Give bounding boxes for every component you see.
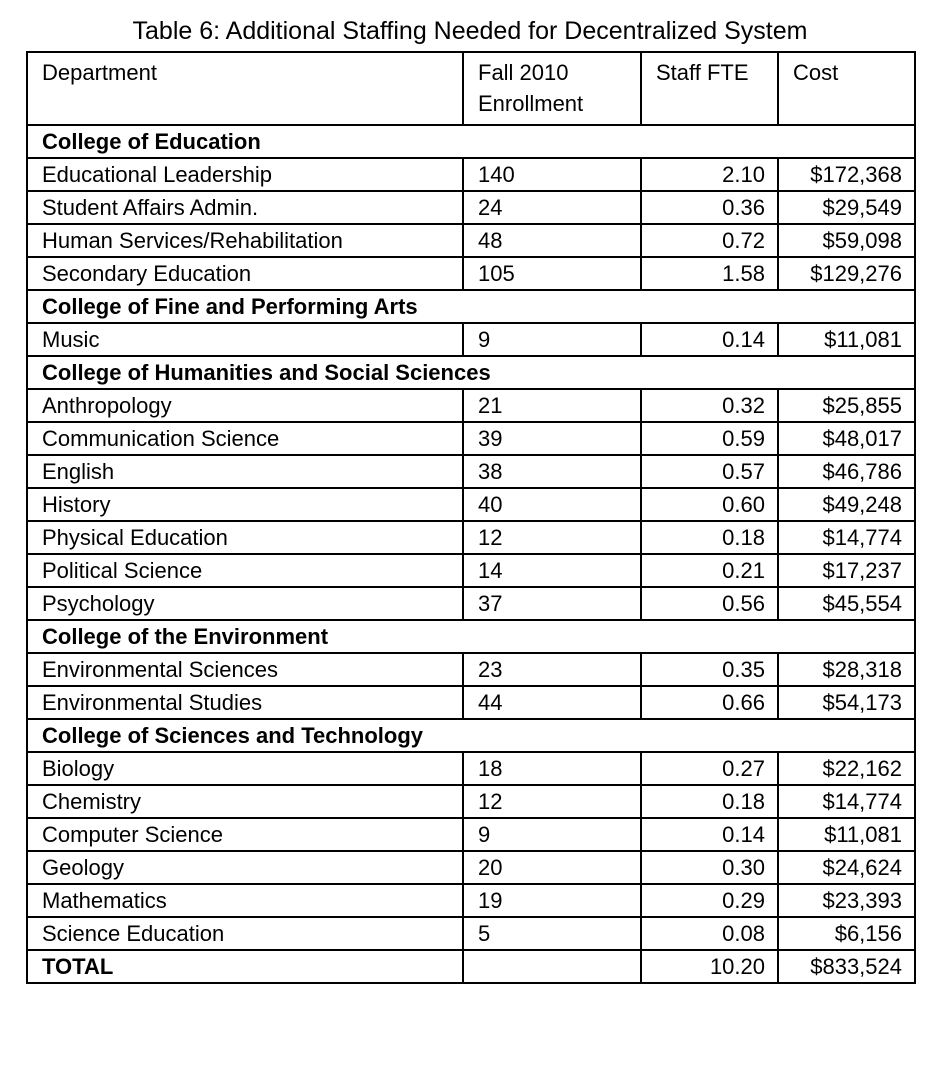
header-department: Department bbox=[27, 52, 463, 125]
department-cell: Mathematics bbox=[27, 884, 463, 917]
table-row bbox=[27, 488, 915, 521]
section-heading: College of Sciences and Technology bbox=[27, 719, 915, 752]
table-row bbox=[27, 422, 915, 455]
fte-cell: 0.14 bbox=[641, 323, 778, 356]
enrollment-cell: 38 bbox=[463, 455, 641, 488]
department-cell: Human Services/Rehabilitation bbox=[27, 224, 463, 257]
table-row bbox=[27, 686, 915, 719]
header-cost: Cost bbox=[778, 52, 915, 125]
section-heading: College of Fine and Performing Arts bbox=[27, 290, 915, 323]
table-row bbox=[27, 521, 915, 554]
total-label: TOTAL bbox=[27, 950, 463, 983]
fte-cell: 0.30 bbox=[641, 851, 778, 884]
department-cell: History bbox=[27, 488, 463, 521]
total-fte: 10.20 bbox=[641, 950, 778, 983]
header-fte: Staff FTE bbox=[641, 52, 778, 125]
fte-cell: 0.27 bbox=[641, 752, 778, 785]
table-row bbox=[27, 752, 915, 785]
cost-cell: $172,368 bbox=[778, 158, 915, 191]
table-caption: Table 6: Additional Staffing Needed for Decentralized System bbox=[132, 17, 808, 45]
enrollment-cell: 14 bbox=[463, 554, 641, 587]
table-row bbox=[27, 158, 915, 191]
section-heading: College of the Environment bbox=[27, 620, 915, 653]
department-cell: Anthropology bbox=[27, 389, 463, 422]
table-row bbox=[27, 257, 915, 290]
enrollment-cell: 20 bbox=[463, 851, 641, 884]
table-row bbox=[27, 884, 915, 917]
cost-cell: $14,774 bbox=[778, 785, 915, 818]
header-enrollment bbox=[463, 52, 641, 125]
section-row bbox=[27, 290, 915, 323]
table-row bbox=[27, 851, 915, 884]
cost-cell: $49,248 bbox=[778, 488, 915, 521]
enrollment-cell: 23 bbox=[463, 653, 641, 686]
department-cell: Chemistry bbox=[27, 785, 463, 818]
fte-cell: 0.59 bbox=[641, 422, 778, 455]
department-cell: Music bbox=[27, 323, 463, 356]
fte-cell: 0.66 bbox=[641, 686, 778, 719]
fte-cell: 0.14 bbox=[641, 818, 778, 851]
fte-cell: 0.18 bbox=[641, 785, 778, 818]
section-heading: College of Humanities and Social Sciences bbox=[27, 356, 915, 389]
cost-cell: $17,237 bbox=[778, 554, 915, 587]
fte-cell: 0.29 bbox=[641, 884, 778, 917]
staffing-table bbox=[26, 51, 916, 984]
cost-cell: $11,081 bbox=[778, 323, 915, 356]
enrollment-cell: 39 bbox=[463, 422, 641, 455]
fte-cell: 0.57 bbox=[641, 455, 778, 488]
table-row bbox=[27, 785, 915, 818]
cost-cell: $59,098 bbox=[778, 224, 915, 257]
table-row bbox=[27, 554, 915, 587]
fte-cell: 0.32 bbox=[641, 389, 778, 422]
department-cell: English bbox=[27, 455, 463, 488]
table-row bbox=[27, 224, 915, 257]
table-row bbox=[27, 818, 915, 851]
enrollment-cell: 12 bbox=[463, 521, 641, 554]
cost-cell: $6,156 bbox=[778, 917, 915, 950]
cost-cell: $14,774 bbox=[778, 521, 915, 554]
fte-cell: 0.60 bbox=[641, 488, 778, 521]
total-cost: $833,524 bbox=[778, 950, 915, 983]
header-enrollment-line2: Enrollment bbox=[478, 91, 584, 116]
table-row bbox=[27, 587, 915, 620]
enrollment-cell: 21 bbox=[463, 389, 641, 422]
department-cell: Educational Leadership bbox=[27, 158, 463, 191]
table-row bbox=[27, 653, 915, 686]
enrollment-cell: 9 bbox=[463, 818, 641, 851]
section-row bbox=[27, 719, 915, 752]
department-cell: Communication Science bbox=[27, 422, 463, 455]
fte-cell: 0.18 bbox=[641, 521, 778, 554]
fte-cell: 0.56 bbox=[641, 587, 778, 620]
department-cell: Student Affairs Admin. bbox=[27, 191, 463, 224]
table-row bbox=[27, 191, 915, 224]
table-row bbox=[27, 323, 915, 356]
department-cell: Environmental Sciences bbox=[27, 653, 463, 686]
enrollment-cell: 44 bbox=[463, 686, 641, 719]
department-cell: Biology bbox=[27, 752, 463, 785]
section-row bbox=[27, 125, 915, 158]
cost-cell: $23,393 bbox=[778, 884, 915, 917]
table-row bbox=[27, 389, 915, 422]
fte-cell: 0.35 bbox=[641, 653, 778, 686]
enrollment-cell: 140 bbox=[463, 158, 641, 191]
cost-cell: $45,554 bbox=[778, 587, 915, 620]
department-cell: Science Education bbox=[27, 917, 463, 950]
cost-cell: $28,318 bbox=[778, 653, 915, 686]
fte-cell: 0.21 bbox=[641, 554, 778, 587]
department-cell: Secondary Education bbox=[27, 257, 463, 290]
cost-cell: $54,173 bbox=[778, 686, 915, 719]
cost-cell: $29,549 bbox=[778, 191, 915, 224]
cost-cell: $46,786 bbox=[778, 455, 915, 488]
cost-cell: $24,624 bbox=[778, 851, 915, 884]
table-body bbox=[27, 52, 915, 983]
enrollment-cell: 12 bbox=[463, 785, 641, 818]
section-row bbox=[27, 356, 915, 389]
table-row bbox=[27, 917, 915, 950]
enrollment-cell: 24 bbox=[463, 191, 641, 224]
cost-cell: $25,855 bbox=[778, 389, 915, 422]
fte-cell: 0.36 bbox=[641, 191, 778, 224]
fte-cell: 2.10 bbox=[641, 158, 778, 191]
table-row bbox=[27, 455, 915, 488]
cost-cell: $129,276 bbox=[778, 257, 915, 290]
cost-cell: $22,162 bbox=[778, 752, 915, 785]
enrollment-cell: 9 bbox=[463, 323, 641, 356]
cost-cell: $11,081 bbox=[778, 818, 915, 851]
enrollment-cell: 19 bbox=[463, 884, 641, 917]
department-cell: Computer Science bbox=[27, 818, 463, 851]
department-cell: Physical Education bbox=[27, 521, 463, 554]
cost-cell: $48,017 bbox=[778, 422, 915, 455]
department-cell: Political Science bbox=[27, 554, 463, 587]
header-row bbox=[27, 52, 915, 125]
department-cell: Environmental Studies bbox=[27, 686, 463, 719]
enrollment-cell: 48 bbox=[463, 224, 641, 257]
section-row bbox=[27, 620, 915, 653]
fte-cell: 0.72 bbox=[641, 224, 778, 257]
enrollment-cell: 105 bbox=[463, 257, 641, 290]
department-cell: Geology bbox=[27, 851, 463, 884]
total-row bbox=[27, 950, 915, 983]
header-enrollment-line1: Fall 2010 bbox=[478, 60, 569, 85]
section-heading: College of Education bbox=[27, 125, 915, 158]
enrollment-cell: 40 bbox=[463, 488, 641, 521]
enrollment-cell: 5 bbox=[463, 917, 641, 950]
fte-cell: 1.58 bbox=[641, 257, 778, 290]
fte-cell: 0.08 bbox=[641, 917, 778, 950]
enrollment-cell: 37 bbox=[463, 587, 641, 620]
total-enrollment bbox=[463, 950, 641, 983]
department-cell: Psychology bbox=[27, 587, 463, 620]
enrollment-cell: 18 bbox=[463, 752, 641, 785]
